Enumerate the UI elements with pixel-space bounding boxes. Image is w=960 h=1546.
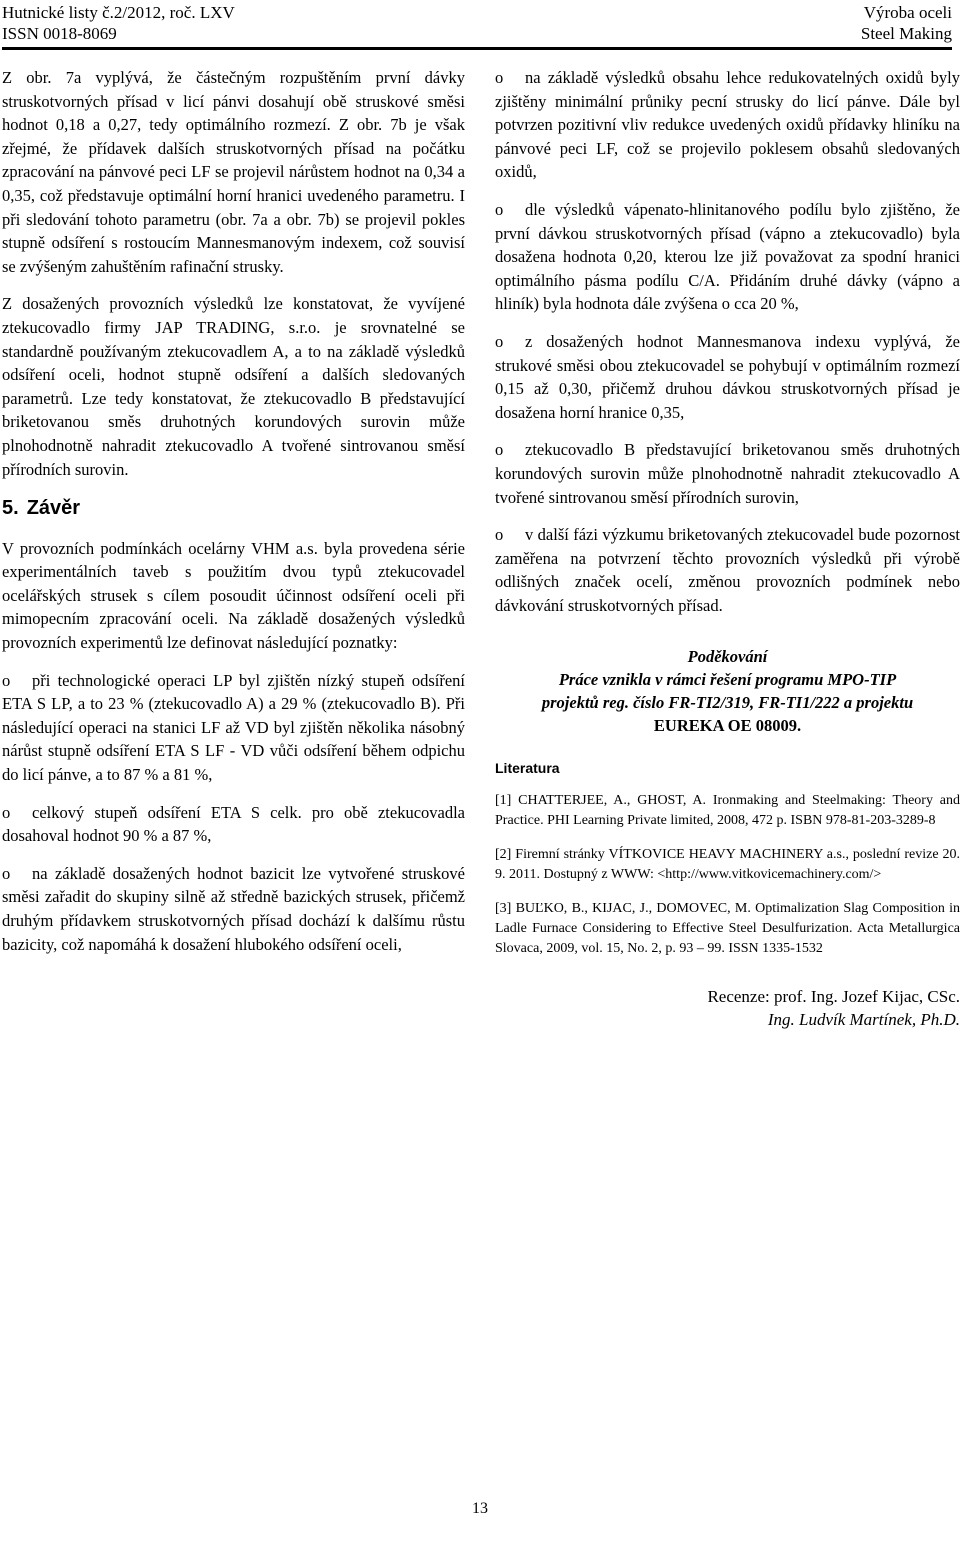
bullet-mark: o bbox=[495, 440, 504, 460]
bullet-mark: o bbox=[495, 331, 504, 351]
reference-item: [1] CHATTERJEE, A., GHOST, A. Ironmaking and Steelmaking: Theory and Practice. PHI Learning Private limited, 2008, 472 p. ISBN 978-81-203-3289-8 bbox=[495, 793, 960, 829]
ack-title: Poděkování bbox=[687, 647, 768, 667]
page-number: 13 bbox=[472, 1500, 488, 1517]
list-item: o dle výsledků vápenato-hlinitanového podílu bylo zjištěno, že první dávkou struskotvorných přísad (vápno a ztekucovadlo) byla dosažena hodnota 0,20, kterou lze již považovat za spodní hranici optimálního pásma podílu C/A. Přidáním druhé dávky (vápno a hliník) byla hodnota dále zvýšena o cca 20 %, bbox=[495, 199, 960, 314]
bullet-mark: o bbox=[2, 802, 11, 822]
list-item: o z dosažených hodnot Mannesmanova indexu vyplývá, že strukové směsi obou ztekucovadel se pohybují v optimálním rozmezí 0,15 až 0,30, přičemž druhou dávkou struskotvorných přísad je dosažena horní hranice 0,35, bbox=[495, 331, 960, 422]
reference-item: [2] Firemní stránky VÍTKOVICE HEAVY MACHINERY a.s., poslední revize 20. 9. 2011. Dostupný z WWW: <http://www.vitkovicemachinery.com/> bbox=[495, 847, 960, 883]
list-item: o na základě výsledků obsahu lehce redukovatelných oxidů byly zjištěny minimální průniky pecní strusky do licí pánve. Dále byl potvrzen pozitivní vliv redukce uvedených oxidů přídavky hliníku na pánvové peci LF, což se projevilo poklesem obsahů sledovaných oxidů, bbox=[495, 68, 960, 182]
list-item: o na základě dosažených hodnot bazicit lze vytvořené struskové směsi zařadit do skupiny silně až středně bazických strusek, přičemž druhým přídavkem struskotvorných přísad dochází k dalšímu růstu bazicity, což napomáhá k dosažení hlubokého odsíření oceli, bbox=[2, 863, 465, 954]
bullet-mark: o bbox=[495, 199, 504, 219]
reviewer-line: Recenze: prof. Ing. Jozef Kijac, CSc. bbox=[707, 987, 960, 1007]
paragraph: Z obr. 7a vyplývá, že částečným rozpuštěním první dávky struskotvorných přísad v licí pánvi dosahují obě struskové směsi hodnot 0,18 a 0,27, tedy optimálního rozmezí. Z obr. 7b je však zřejmé, že přídavek dalších struskotvorných přísad na počátku zpracování na pánvové peci LF se projevil nárůstem hodnot na 0,34 a 0,35, což představuje optimální horní hranici uvedeného parametru. I při sledování tohoto parametru (obr. 7a a obr. 7b) se projevil pokles stupně odsíření s rostoucím Mannesmanovým indexem, což souvisí se zvýšeným zahuštěním rafinační strusky. bbox=[2, 68, 465, 276]
paragraph: V provozních podmínkách ocelárny VHM a.s. byla provedena série experimentálních taveb s použitím dvou typů ztekucovadel ocelářských strusek s cílem posoudit účinnost odsíření oceli při mimopecním zpracování oceli. Na základě dosažených výsledků provozních experimentů lze definovat následující poznatky: bbox=[2, 538, 465, 653]
list-item: o celkový stupeň odsíření ETA S celk. pro obě ztekucovadla dosahoval hodnot 90 % a 87 %, bbox=[2, 802, 465, 846]
section-name-cz: Výroba oceli bbox=[863, 3, 952, 22]
section-name-en: Steel Making bbox=[860, 24, 952, 43]
list-item: o při technologické operaci LP byl zjištěn nízký stupeň odsíření ETA S LP, a to 23 % (ztekucovadlo A) a 29 % (ztekucovadlo B). Při následující operaci na stanici LF až VD byl zjištěn několika násobný nárůst stupně odsíření ETA S LF - VD vůči odsíření během odpichu do licí pánve, a to 87 % a 81 %, bbox=[2, 670, 465, 785]
page-header bbox=[2, 0, 952, 46]
bullet-mark: o bbox=[2, 670, 11, 690]
bullet-mark: o bbox=[495, 525, 504, 545]
header-right bbox=[861, 2, 952, 44]
list-item: o ztekucovadlo B představující briketovanou směs druhotných korundových surovin může plnohodnotně nahradit ztekucovadlo A tvořené sintrovanou směsí přírodních surovin, bbox=[495, 440, 960, 507]
bullet-mark: o bbox=[495, 68, 504, 87]
list-item: o v další fázi výzkumu briketovaných ztekucovadel bude pozornost zaměřena na potvrzení těchto provozních výsledků při výrobě odlišných značek ocelí, změnou provozních podmínek nebo dávkování struskotvorných přísad. bbox=[495, 525, 960, 615]
issn: ISSN 0018-8069 bbox=[2, 24, 117, 43]
reference-item: [3] BUĽKO, B., KIJAC, J., DOMOVEC, M. Optimalization Slag Composition in Ladle Furnace Considering to Effective Steel Desulfurization. Acta Metallurgica Slovaca, 2009, vol. 15, No. 2, p. 93 – 99. ISSN 1335-1532 bbox=[495, 901, 960, 957]
header-divider bbox=[2, 47, 952, 50]
section-heading bbox=[2, 497, 465, 521]
reviewers bbox=[495, 985, 960, 1031]
bullet-mark: o bbox=[2, 863, 11, 883]
ack-line: Práce vznikla v rámci řešení programu MPO-TIP bbox=[558, 670, 897, 690]
journal-title: Hutnické listy č.2/2012, roč. LXV bbox=[2, 3, 235, 22]
section-number: 5. bbox=[2, 497, 19, 520]
left-column bbox=[2, 66, 465, 970]
right-column bbox=[495, 66, 960, 1031]
reviewer-line: Ing. Ludvík Martínek, Ph.D. bbox=[767, 1010, 960, 1030]
references-heading: Literatura bbox=[495, 760, 560, 777]
acknowledgement bbox=[495, 645, 960, 737]
ack-line: EUREKA OE 08009. bbox=[653, 716, 802, 736]
paragraph: Z dosažených provozních výsledků lze konstatovat, že vyvíjené ztekucovadlo firmy JAP TRADING, s.r.o. je srovnatelné se standardně používaným ztekucovadlem A, a to na základě výsledků odsíření oceli, hodnot stupně odsíření a dalších sledovaných parametrů. Lze tedy konstatovat, že ztekucovadlo B představující briketovanou směs druhotných korundových surovin může plnohodnotně nahradit ztekucovadlo A tvořené sintrovanou směsí přírodních surovin. bbox=[2, 294, 465, 479]
ack-line: projektů reg. číslo FR-TI2/319, FR-TI1/222 a projektu bbox=[541, 693, 914, 713]
header-left bbox=[2, 2, 235, 44]
section-title: Závěr bbox=[26, 497, 81, 520]
